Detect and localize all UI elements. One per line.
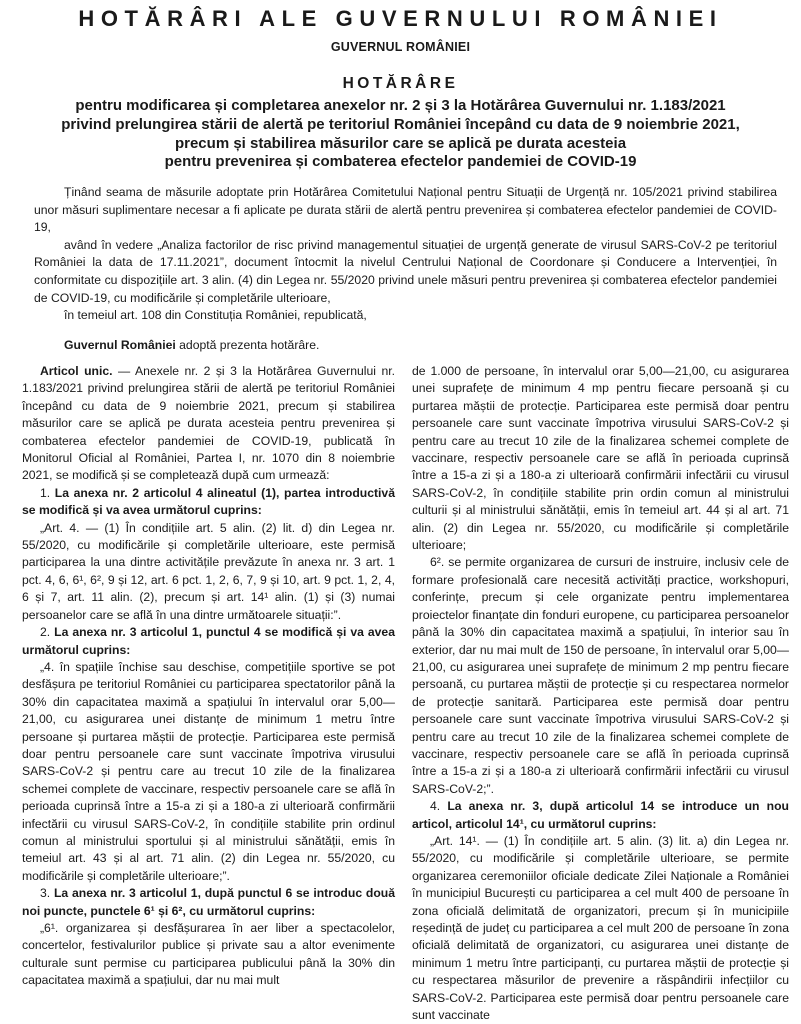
- body-paragraph: [412, 798, 789, 833]
- paragraph-text: „4. în spațiile închise sau deschise, competițiile sportive se pot desfășura pe teritoriul României cu participarea spectatorilor până la 30% din capacitatea maximă a spațiului în intervalul orar 5,00—21,00, cu asigurarea unei distanțe de minimum 1 metru între persoane și purtarea măștii de protecție. Participarea este permisă doar pentru persoanele care sunt vaccinate împotriva virusului SARS-CoV-2 și pentru care au trecut 10 zile de la finalizarea schemei complete de vaccinare, respectiv persoanele care se află în perioada cuprinsă între a 15-a zi și a 180-a zi ulterioară confirmării infectării cu virusul SARS-CoV-2, în condițiile stabilite prin ordinul comun al ministrului sportului și al ministrului sănătății, emis în temeiul art. 43 și al art. 71 alin. (2) din Legea nr. 55/2020, cu modificările și completările ulterioare;”.: [22, 659, 395, 883]
- paragraph-lead: Articol unic.: [40, 364, 113, 378]
- paragraph-text: „Art. 4. — (1) În condițiile art. 5 alin. (2) lit. d) din Legea nr. 55/2020, cu modificările și completările ulterioare, este permisă participarea la una dintre activitățile prevăzute în anexa nr. 3 art. 1 pct. 4, 6, 6¹, 6², 9 și 12, art. 6 pct. 1, 2, 6, 7, 9 și 10, art. 9 pct. 1, 2, 4, 6 și 7, art. 11 alin. (2), precum și art. 14¹ alin. (1) și (3) numai persoanelor care se află în una dintre următoarele situații:”.: [22, 520, 395, 622]
- paragraph-number: 4.: [430, 799, 448, 814]
- paragraph-text: — Anexele nr. 2 și 3 la Hotărârea Guvernului nr. 1.183/2021 privind prelungirea stării de alertă pe teritoriul României începând cu data de 9 noiembrie 2021, precum și stabilirea măsurilor care se aplică pe durata acesteia pentru prevenirea și combaterea efectelor pandemiei de COVID-19, publicată în Monitorul Oficial al României, Partea I, nr. 1070 din 8 noiembrie 2021, se modifică și se completează după cum urmează:: [22, 364, 395, 483]
- title-line: privind prelungirea stării de alertă pe teritoriul României începând cu data de 9 noiembrie 2021,: [61, 115, 740, 133]
- preamble: [34, 184, 777, 325]
- document-title: [28, 97, 773, 172]
- paragraph-lead: La anexa nr. 3 articolul 1, punctul 4 se modifică și va avea următorul cuprins:: [22, 625, 395, 657]
- title-line: pentru prevenirea și combaterea efectelor pandemiei de COVID-19: [164, 153, 637, 171]
- body-paragraph: [22, 624, 395, 659]
- paragraph-text: de 1.000 de persoane, în intervalul orar 5,00—21,00, cu asigurarea unei suprafețe de minimum 4 mp pentru fiecare persoană și cu purtarea măștii de protecție. Participarea este permisă doar pentru persoanele care sunt vaccinate împotriva virusului SARS-CoV-2 și pentru care au trecut 10 zile de la finalizarea schemei complete de vaccinare, respectiv persoanele care se află în perioada cuprinsă între a 15-a zi și a 180-a zi ulterioară confirmării infectării cu virusul SARS-CoV-2, în condițiile stabilite prin ordin comun al ministrului culturii și al ministrului sănătății, emis în temeiul art. 44 și al art. 71 alin. (2) din Legea nr. 55/2020, cu modificările și completările ulterioare;: [412, 364, 789, 553]
- paragraph-text: 6². se permite organizarea de cursuri de instruire, inclusiv cele de formare profesională care necesită activități practice, workshopuri, conferințe, precum și cele organizate pentru implementarea proiectelor finanțate din fonduri europene, cu participarea persoanelor până la 30% din capacitatea maximă a spațiului, în interior sau în exterior, dar nu mai mult de 150 de persoane, în intervalul orar 5,00—21,00, cu asigurarea unei suprafețe de minimum 2 mp pentru fiecare persoană, cu purtarea măștii de protecție și cu respectarea normelor de protecție sanitară. Participarea este permisă doar pentru persoanele care sunt vaccinate împotriva virusului SARS-CoV-2 și pentru care au trecut 10 zile de la finalizarea schemei complete de vaccinare, respectiv persoanele care se află în perioada cuprinsă între a 15-a zi și a 180-a zi ulterioară confirmării infectării cu virusul SARS-CoV-2;”.: [412, 555, 789, 796]
- paragraph-lead: La anexa nr. 3, după articolul 14 se introduce un nou articol, articolul 14¹, cu următorul cuprins:: [412, 799, 789, 831]
- issuer: GUVERNUL ROMÂNIEI: [330, 40, 471, 54]
- adoption-statement: [34, 337, 777, 354]
- preamble-paragraph: Ținând seama de măsurile adoptate prin Hotărârea Comitetului Național pentru Situații de Urgență nr. 105/2021 privind stabilirea unor măsuri suplimentare necesar a fi aplicate pe durata stării de alertă pentru prevenirea și combaterea efectelor pandemiei de COVID-19,: [34, 185, 777, 235]
- body-paragraph: [412, 363, 789, 554]
- paragraph-number: 3.: [40, 886, 54, 901]
- paragraph-text: „6¹. organizarea și desfășurarea în aer liber a spectacolelor, concertelor, festivalurilor publice și private sau a altor evenimente culturale sunt permise cu participarea publicului până la 30% din capacitatea maximă a spațiului, dar nu mai mult: [22, 921, 395, 988]
- body-paragraph: [22, 885, 395, 920]
- masthead: HOTĂRÂRI ALE GUVERNULUI ROMÂNIEI: [78, 6, 723, 31]
- body-paragraph: [22, 920, 395, 990]
- adoption-lead: Guvernul României: [64, 338, 176, 352]
- adoption-text: adoptă prezenta hotărâre.: [175, 338, 320, 352]
- body-paragraph: [22, 659, 395, 885]
- title-line: pentru modificarea și completarea anexelor nr. 2 și 3 la Hotărârea Guvernului nr. 1.183/2021: [75, 97, 726, 114]
- body-paragraph: [412, 554, 789, 798]
- paragraph-lead: La anexa nr. 3 articolul 1, după punctul 6 se introduc două noi puncte, punctele 6¹ și 6², cu următorul cuprins:: [22, 886, 396, 918]
- preamble-paragraph: având în vedere „Analiza factorilor de risc privind managementul situației de urgență generate de virusul SARS-CoV-2 pe teritoriul României la data de 17.11.2021”, document întocmit la nivelul Centrului Național de Coordonare și Conducere a Intervenției, în conformitate cu dispozițiile art. 3 alin. (4) din Legea nr. 55/2020 privind unele măsuri pentru prevenirea și combaterea efectelor pandemiei de COVID-19, cu modificările și completările ulterioare,: [34, 237, 777, 305]
- paragraph-lead: La anexa nr. 2 articolul 4 alineatul (1), partea introductivă se modifică și va avea următorul cuprins:: [22, 485, 395, 518]
- body-paragraph: [412, 833, 789, 1024]
- left-column: [22, 363, 395, 990]
- paragraph-text: „Art. 14¹. — (1) În condițiile art. 5 alin. (3) lit. a) din Legea nr. 55/2020, cu modificările și completările ulterioare, se permite organizarea ceremoniilor oficiale dedicate Zilei Naționale a României în municipiul București cu participarea a cel mult 400 de persoane în zona oficială delimitată de organizatori, precum și în municipiile reședință de județ cu participarea a cel mult 200 de persoane în zona oficială delimitată de organizatori, cu asigurarea unei distanțe de minimum 1 metru între participanți, cu purtarea măștii de protecție și cu respectarea măsurilor de prevenire a răspândirii infecțiilor cu SARS-CoV-2. Participarea este permisă doar pentru persoanele care sunt vaccinate: [412, 833, 789, 1023]
- body-paragraph: [22, 485, 395, 520]
- preamble-paragraph: în temeiul art. 108 din Constituția României, republicată,: [64, 308, 367, 323]
- title-line: precum și stabilirea măsurilor care se aplică pe durata acesteia: [174, 134, 627, 152]
- body-paragraph: [22, 520, 395, 624]
- paragraph-number: 2.: [40, 625, 55, 640]
- body-paragraph: [22, 363, 395, 485]
- right-column: [412, 363, 789, 1024]
- paragraph-number: 1.: [40, 485, 55, 500]
- document-type: HOTĂRÂRE: [342, 75, 459, 92]
